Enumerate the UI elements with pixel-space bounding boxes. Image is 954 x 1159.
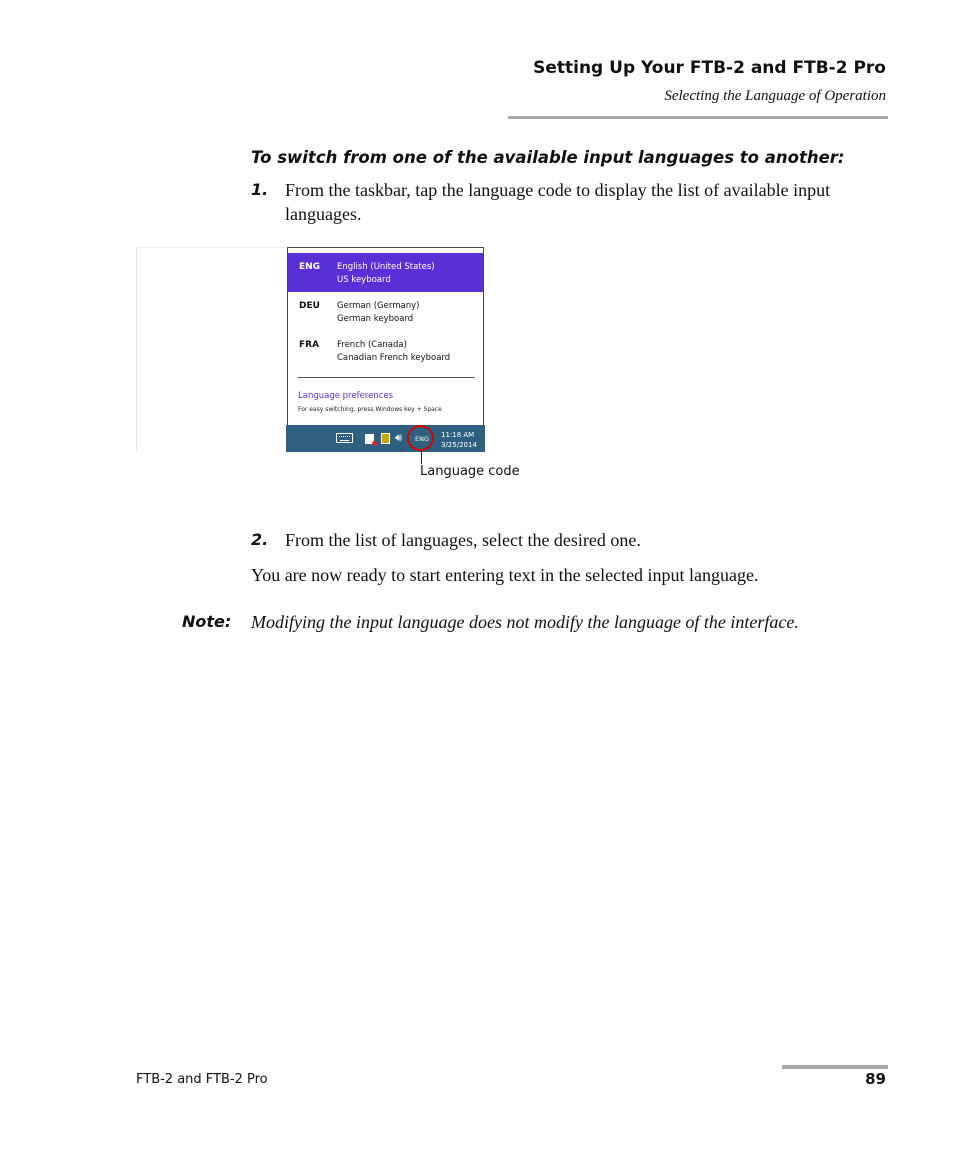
note-text: Modifying the input language does not modify the language of the interface. (251, 612, 799, 632)
procedure-heading: To switch from one of the available input languages to another: (251, 148, 845, 167)
running-header-subtitle: Selecting the Language of Operation (664, 88, 886, 104)
step-number: 2. (251, 530, 269, 549)
language-name (337, 261, 435, 287)
language-item-fra[interactable] (288, 331, 483, 370)
callout-leader-line (421, 451, 422, 464)
step-text: From the taskbar, tap the language code to display the list of available input languages. (285, 180, 831, 224)
language-display-name: French (Canada) (337, 340, 407, 350)
footer-product: FTB-2 and FTB-2 Pro (136, 1072, 268, 1087)
flyout-divider (298, 377, 475, 378)
language-name (337, 339, 450, 365)
language-code: ENG (299, 262, 321, 272)
footer-rule (782, 1065, 888, 1069)
taskbar-clock[interactable] (441, 430, 477, 450)
language-item-eng[interactable] (288, 253, 483, 292)
action-center-flag-icon[interactable] (365, 434, 374, 444)
language-flyout (287, 247, 484, 425)
result-paragraph: You are now ready to start entering text in the selected input language. (251, 565, 759, 585)
figure-border (136, 247, 286, 248)
keyboard-layout: German keyboard (337, 314, 414, 324)
keyboard-layout: Canadian French keyboard (337, 353, 451, 363)
language-display-name: German (Germany) (337, 301, 420, 311)
volume-icon[interactable]: 🔊︎ (395, 431, 402, 444)
header-rule (508, 116, 888, 119)
page-number: 89 (865, 1070, 886, 1088)
callout-label: Language code (420, 464, 520, 479)
figure-border (136, 248, 137, 452)
language-code: DEU (299, 301, 320, 311)
clock-date: 3/25/2014 (441, 441, 477, 449)
clock-time: 11:18 AM (441, 431, 475, 439)
running-header-title: Setting Up Your FTB-2 and FTB-2 Pro (533, 58, 886, 78)
taskbar (286, 425, 485, 452)
network-icon[interactable] (381, 433, 390, 444)
keyboard-layout: US keyboard (337, 275, 391, 285)
language-display-name: English (United States) (337, 262, 435, 272)
language-item-deu[interactable] (288, 292, 483, 331)
step-number: 1. (251, 180, 269, 199)
step-text: From the list of languages, select the desired one. (285, 530, 641, 550)
note-label: Note: (182, 612, 232, 631)
taskbar-language-code[interactable]: ENG (415, 435, 430, 443)
language-code-highlight (407, 425, 434, 451)
touch-keyboard-icon[interactable] (336, 433, 353, 443)
language-code: FRA (299, 340, 320, 350)
language-preferences-link[interactable]: Language preferences (298, 391, 394, 401)
language-name (337, 300, 419, 326)
switching-hint: For easy switching, press Windows key + Space (298, 406, 442, 413)
